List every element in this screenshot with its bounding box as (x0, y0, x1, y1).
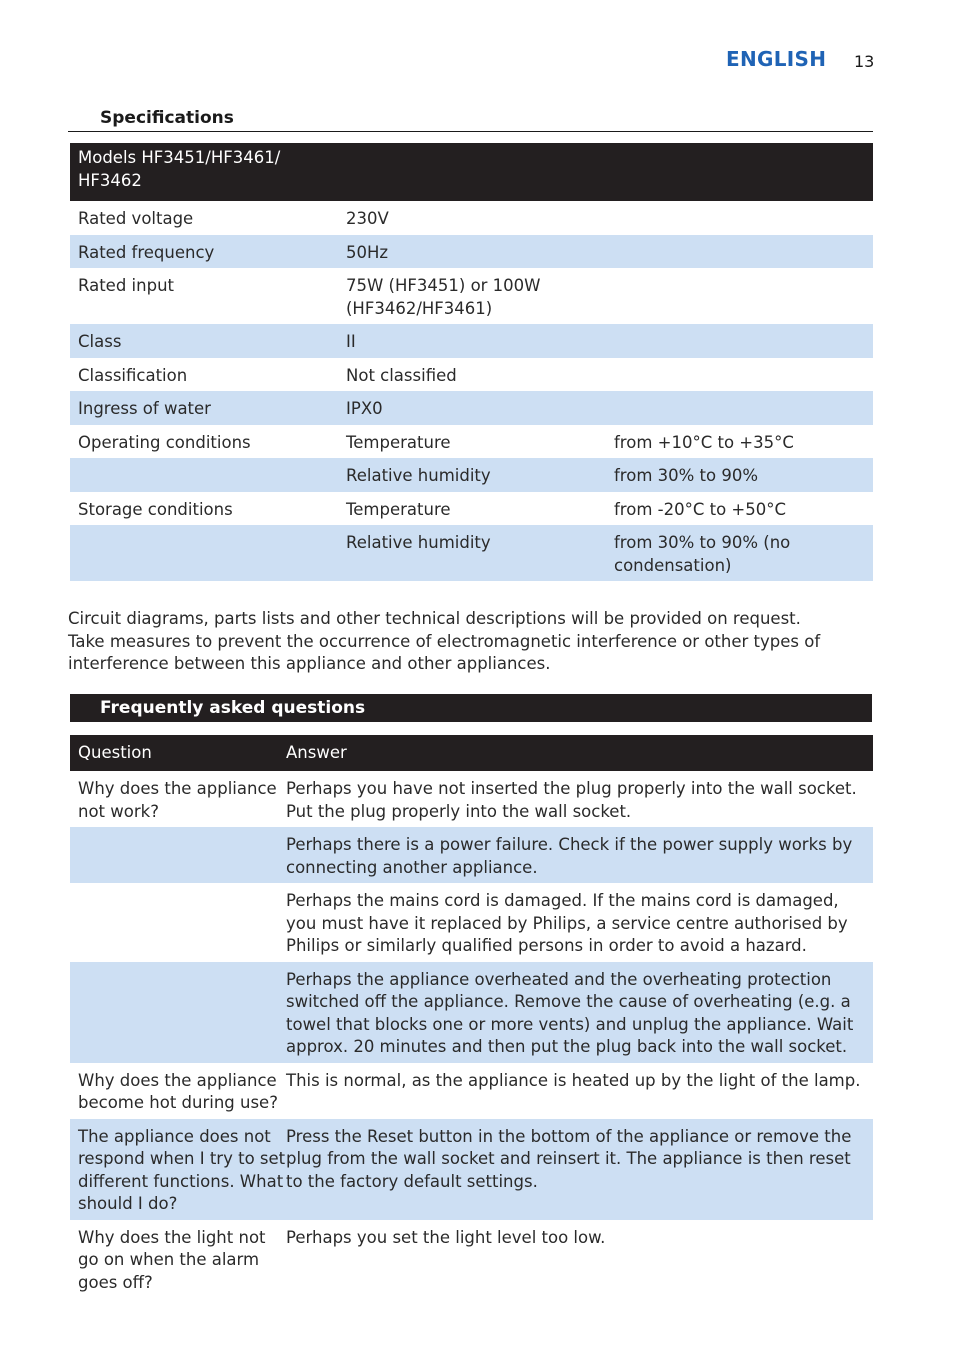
table-row (70, 1063, 873, 1119)
spec-label (70, 458, 346, 492)
spec-label: Class (70, 324, 346, 358)
spec-notes (68, 608, 878, 676)
faq-answer: Perhaps the mains cord is damaged. If the mains cord is damaged, you must have it replaced by Philips, a service centre authorised by Philips or similarly qualified persons in order to avoid a hazard. (286, 891, 848, 955)
spec-detail: from 30% to 90% (614, 458, 873, 492)
table-row (70, 962, 873, 1063)
faq-question: The appliance does not respond when I try to set different functions. What should I do? (70, 1119, 286, 1220)
table-row (70, 235, 873, 269)
spec-label: Rated input (78, 276, 174, 295)
table-row (70, 391, 873, 425)
note-paragraph: Take measures to prevent the occurrence of electromagnetic interference or other types of interference between this appliance and other appliances. (68, 631, 821, 673)
specifications-heading: Specifications (100, 108, 234, 128)
language-label: ENGLISH (726, 47, 827, 71)
spec-label: Rated frequency (70, 235, 346, 269)
faq-heading-bar (70, 694, 872, 722)
faq-answer: This is normal, as the appliance is heated up by the light of the lamp. (286, 1070, 861, 1090)
spec-detail: from 30% to 90% (no condensation) (614, 525, 873, 581)
spec-label (70, 525, 346, 581)
faq-table (70, 735, 873, 1298)
spec-header-empty (614, 143, 873, 201)
faq-answer: Perhaps you have not inserted the plug properly into the wall socket. Put the plug properly into the wall socket. (286, 779, 857, 821)
table-row (70, 771, 873, 827)
spec-header-text: Models HF3451/HF3461/ HF3462 (78, 148, 281, 190)
table-row (70, 1119, 873, 1220)
heading-rule (68, 131, 873, 132)
faq-question (70, 827, 286, 883)
spec-detail (614, 358, 873, 392)
faq-answer: Press the Reset button in the bottom of the appliance or remove the plug from the wall socket and reinsert it. The appliance is then reset to the factory default settings. (286, 1119, 873, 1220)
table-row (70, 324, 873, 358)
spec-table-header (70, 143, 873, 201)
note-paragraph: Circuit diagrams, parts lists and other technical descriptions will be provided on request. (68, 609, 801, 628)
table-row (70, 827, 873, 883)
faq-answer: Perhaps the appliance overheated and the overheating protection switched off the appliance. Remove the cause of overheating (e.g. a towel that blocks one or more vents) and unplug the appliance. Wait approx. 20 minutes and then put the plug back into the wall socket. (286, 962, 873, 1063)
spec-detail: from +10°C to +35°C (614, 432, 794, 452)
spec-value: II (346, 324, 614, 358)
faq-question (70, 962, 286, 1063)
spec-value: Relative humidity (346, 458, 614, 492)
spec-label: Operating conditions (78, 432, 251, 452)
page-number: 13 (854, 52, 875, 71)
spec-label: Rated voltage (78, 209, 194, 228)
spec-value: IPX0 (346, 391, 614, 425)
spec-value: Temperature (346, 432, 451, 452)
spec-label: Storage conditions (78, 499, 233, 519)
faq-col-answer: Answer (286, 735, 873, 771)
faq-question: Why does the appliance become hot during use? (78, 1070, 278, 1112)
table-row (70, 458, 873, 492)
faq-answer: Perhaps you set the light level too low. (286, 1227, 606, 1247)
table-row (70, 201, 873, 235)
faq-question: Why does the appliance not work? (78, 779, 277, 821)
faq-table-header (70, 735, 873, 771)
table-row (70, 358, 873, 392)
spec-value: 230V (346, 209, 389, 228)
spec-value: Not classified (346, 365, 457, 385)
spec-detail (614, 324, 873, 358)
spec-detail (614, 268, 873, 324)
faq-heading: Frequently asked questions (100, 698, 366, 718)
spec-detail: from -20°C to +50°C (614, 499, 787, 519)
spec-value: Relative humidity (346, 525, 614, 581)
faq-col-question: Question (70, 735, 286, 771)
table-row (70, 425, 873, 459)
spec-detail (614, 201, 873, 235)
spec-label: Ingress of water (70, 391, 346, 425)
spec-header-empty (346, 143, 614, 201)
table-row (70, 525, 873, 581)
spec-value: 50Hz (346, 235, 614, 269)
table-row (70, 1220, 873, 1299)
spec-detail (614, 235, 873, 269)
spec-detail (614, 391, 873, 425)
spec-value: 75W (HF3451) or 100W (HF3462/HF3461) (346, 276, 541, 318)
table-row (70, 883, 873, 962)
spec-header-cell (70, 143, 346, 201)
table-row (70, 268, 873, 324)
faq-question (70, 883, 286, 962)
spec-label: Classification (78, 365, 188, 385)
faq-answer: Perhaps there is a power failure. Check if the power supply works by connecting another appliance. (286, 827, 873, 883)
specifications-table (70, 143, 873, 581)
spec-value: Temperature (346, 499, 451, 519)
table-row (70, 492, 873, 526)
faq-question: Why does the light not go on when the alarm goes off? (78, 1227, 266, 1292)
